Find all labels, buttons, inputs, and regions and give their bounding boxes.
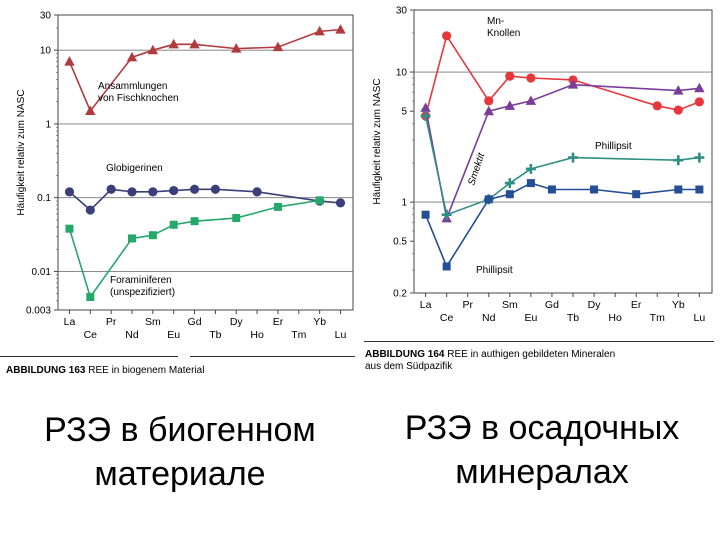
x-tick-label: Sm bbox=[144, 316, 161, 328]
series-label: Globigerinen bbox=[106, 163, 163, 174]
data-point-plus bbox=[694, 153, 704, 163]
x-tick-label: Ho bbox=[608, 312, 622, 324]
x-tick-label: Nd bbox=[482, 312, 496, 324]
x-tick-label: Ho bbox=[250, 329, 264, 341]
y-tick-label: 5 bbox=[401, 106, 407, 118]
data-point-plus bbox=[526, 164, 536, 174]
series-globigerinen bbox=[65, 185, 345, 215]
series-label: Phillipsit bbox=[476, 265, 513, 276]
x-tick-label: Eu bbox=[524, 312, 538, 324]
x-tick-label: Tm bbox=[291, 329, 307, 341]
data-point-circle bbox=[505, 72, 514, 81]
slide-caption-left bbox=[10, 408, 350, 496]
x-tick-label: Yb bbox=[671, 299, 685, 311]
series-label: (unspezifiziert) bbox=[110, 287, 176, 298]
caption-rule-left bbox=[0, 356, 178, 357]
x-tick-label: Er bbox=[272, 316, 284, 328]
x-tick-label: Pr bbox=[105, 316, 117, 328]
x-tick-label: Lu bbox=[693, 312, 706, 324]
x-tick-label: La bbox=[419, 299, 432, 311]
series-line bbox=[426, 183, 700, 266]
caption-rule-left-2 bbox=[190, 356, 355, 357]
series-mn-knollen bbox=[421, 31, 704, 120]
x-tick-label: Sm bbox=[501, 299, 518, 311]
x-tick-label: Dy bbox=[587, 299, 601, 311]
y-tick-label: 0.003 bbox=[25, 305, 51, 317]
x-tick-label: Ce bbox=[439, 312, 454, 324]
figure-caption-163-text: REE in biogenem Material bbox=[88, 365, 205, 376]
slide-caption-right-line2: минералах bbox=[455, 453, 629, 491]
slide-caption-right bbox=[372, 406, 712, 494]
data-point-square bbox=[274, 203, 282, 211]
data-point-square bbox=[191, 217, 199, 225]
x-tick-label: Er bbox=[630, 299, 642, 311]
data-point-square bbox=[149, 231, 157, 239]
data-point-square bbox=[316, 196, 324, 204]
data-point-circle bbox=[86, 205, 95, 214]
data-point-square bbox=[590, 185, 598, 193]
plot-frame bbox=[58, 15, 353, 310]
data-point-circle bbox=[190, 185, 199, 194]
series-line bbox=[69, 200, 319, 297]
plot-frame bbox=[414, 10, 712, 293]
x-tick-label: La bbox=[63, 316, 76, 328]
y-tick-label: 1 bbox=[401, 197, 407, 209]
series-phillipsit bbox=[422, 179, 704, 270]
data-point-square bbox=[548, 185, 556, 193]
y-axis-title: Häufigkeit relativ zum NASC bbox=[16, 89, 27, 216]
data-point-plus bbox=[673, 155, 683, 165]
y-tick-label: 0.01 bbox=[31, 266, 51, 278]
figure-caption-164-number: 164 bbox=[427, 349, 445, 360]
data-point-circle bbox=[148, 187, 157, 196]
data-point-square bbox=[695, 185, 703, 193]
data-point-square bbox=[674, 185, 682, 193]
y-tick-label: 0.2 bbox=[393, 288, 407, 300]
data-point-square bbox=[443, 262, 451, 270]
data-point-circle bbox=[252, 187, 261, 196]
x-tick-label: Pr bbox=[462, 299, 473, 311]
data-point-circle bbox=[211, 185, 220, 194]
data-point-square bbox=[527, 179, 535, 187]
y-tick-label: 1 bbox=[45, 119, 51, 131]
series-foraminiferen-unspezifiziert- bbox=[65, 196, 323, 301]
data-point-square bbox=[128, 234, 136, 242]
data-point-circle bbox=[695, 97, 704, 106]
series-label: Mn- bbox=[487, 16, 505, 27]
data-point-square bbox=[422, 211, 430, 219]
chart-biogenic-material bbox=[0, 0, 360, 350]
x-tick-label: Lu bbox=[334, 329, 347, 341]
y-axis-title: Häufigkeit relativ zum NASC bbox=[372, 78, 383, 205]
data-point-circle bbox=[107, 185, 116, 194]
data-point-triangle bbox=[694, 83, 704, 93]
data-point-circle bbox=[484, 96, 493, 105]
x-tick-label: Tm bbox=[649, 312, 665, 324]
figure-caption-164 bbox=[365, 349, 615, 373]
series-label: von Fischknochen bbox=[98, 93, 179, 104]
series-phillipsit bbox=[421, 111, 705, 220]
caption-rule-right bbox=[364, 341, 714, 342]
data-point-square bbox=[86, 293, 94, 301]
series-label: Smektit bbox=[466, 151, 488, 187]
x-tick-label: Nd bbox=[125, 329, 139, 341]
series-label: Phillipsit bbox=[595, 141, 632, 152]
data-point-plus bbox=[568, 153, 578, 163]
series-label: Foraminiferen bbox=[110, 275, 172, 286]
data-point-square bbox=[170, 221, 178, 229]
data-point-circle bbox=[526, 73, 535, 82]
data-point-circle bbox=[653, 101, 662, 110]
data-point-circle bbox=[65, 187, 74, 196]
slide-caption-left-line2: материале bbox=[94, 455, 266, 493]
figure-caption-164-prefix: ABBILDUNG bbox=[365, 349, 425, 360]
x-tick-label: Gd bbox=[187, 316, 202, 328]
x-tick-label: Tb bbox=[209, 329, 222, 341]
figure-caption-163 bbox=[6, 365, 204, 376]
chart-authigenic-minerals bbox=[360, 0, 720, 350]
data-point-circle bbox=[127, 187, 136, 196]
x-tick-label: Ce bbox=[83, 329, 98, 341]
data-point-square bbox=[506, 190, 514, 198]
figure-caption-164-text-line2: aus dem Südpazifik bbox=[365, 361, 453, 372]
figure-caption-164-text: REE in authigen gebildeten Mineralen bbox=[447, 349, 616, 360]
data-point-circle bbox=[674, 105, 683, 114]
y-tick-label: 10 bbox=[39, 45, 51, 57]
y-tick-label: 10 bbox=[395, 67, 407, 79]
data-point-triangle bbox=[335, 24, 345, 34]
y-tick-label: 0.5 bbox=[393, 236, 407, 248]
x-tick-label: Yb bbox=[313, 316, 327, 328]
series-smektit bbox=[420, 79, 704, 222]
data-point-square bbox=[232, 214, 240, 222]
x-tick-label: Eu bbox=[167, 329, 181, 341]
series-label: Ansammlungen bbox=[98, 81, 168, 92]
series-label: Knollen bbox=[487, 28, 521, 39]
x-tick-label: Tb bbox=[566, 312, 580, 324]
data-point-square bbox=[485, 195, 493, 203]
data-point-circle bbox=[442, 31, 451, 40]
y-tick-label: 30 bbox=[39, 10, 51, 22]
x-tick-label: Gd bbox=[544, 299, 559, 311]
slide-caption-right-line1: РЗЭ в осадочных bbox=[404, 409, 680, 447]
slide-caption-left-line1: РЗЭ в биогенном bbox=[44, 411, 316, 449]
data-point-plus bbox=[421, 111, 431, 121]
y-tick-label: 30 bbox=[395, 5, 407, 17]
y-tick-label: 0.1 bbox=[37, 193, 51, 205]
data-point-circle bbox=[336, 198, 345, 207]
data-point-circle bbox=[169, 186, 178, 195]
data-point-square bbox=[632, 190, 640, 198]
data-point-triangle bbox=[64, 56, 74, 65]
figure-caption-163-number: 163 bbox=[68, 365, 86, 376]
x-tick-label: Dy bbox=[229, 316, 243, 328]
data-point-square bbox=[65, 225, 73, 233]
figure-caption-163-prefix: ABBILDUNG bbox=[6, 365, 66, 376]
